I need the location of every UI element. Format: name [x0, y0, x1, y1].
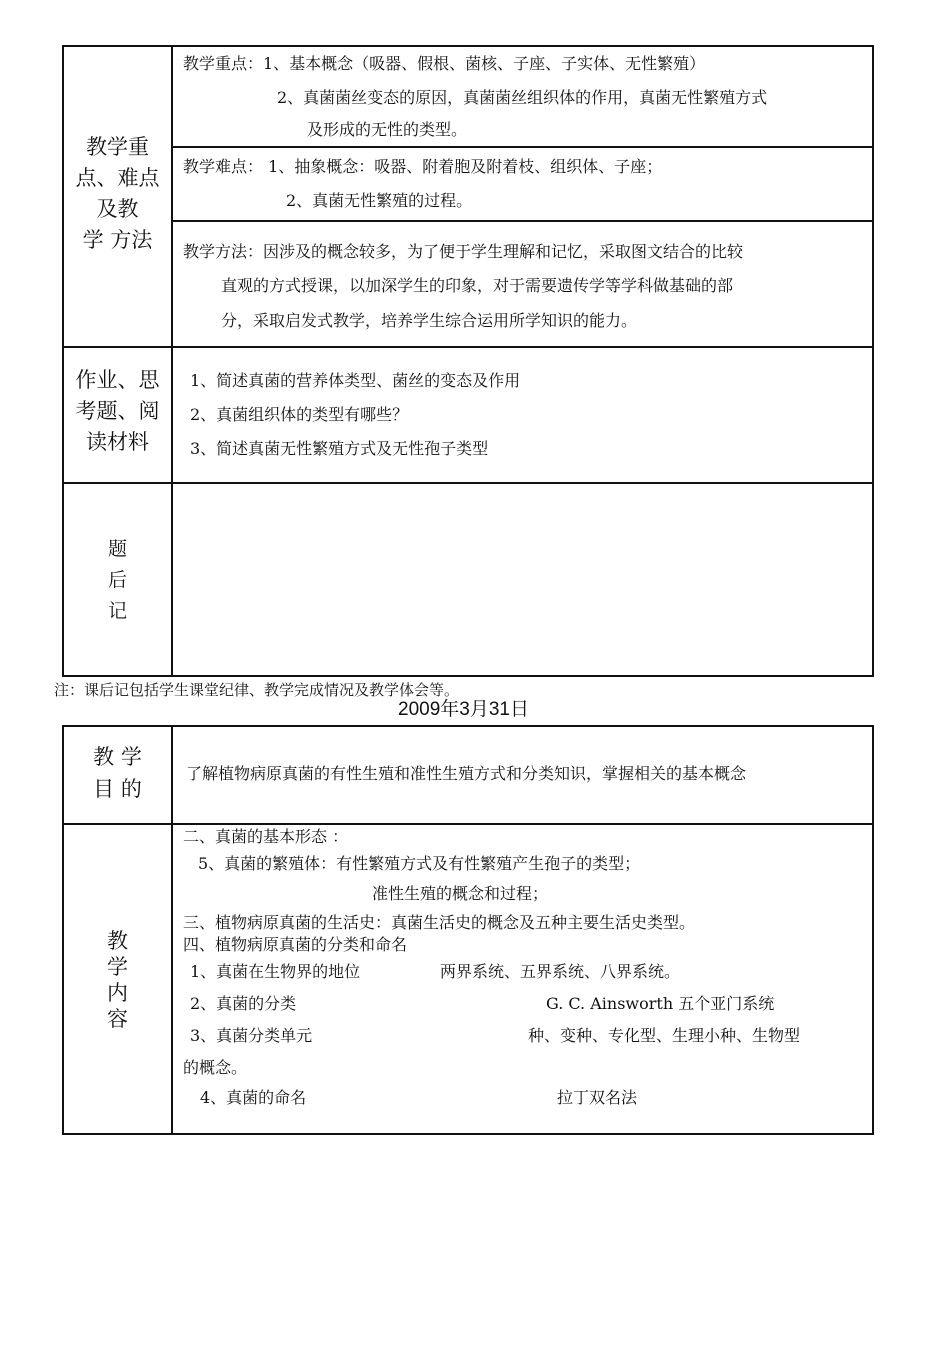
label-key-points: 教学重 点、难点 及教 学 方法	[75, 135, 160, 252]
content-line: 的概念。	[183, 1058, 248, 1077]
homework-item-2: 2、真菌组织体的类型有哪些？	[190, 405, 409, 424]
difficulties-line-1: 教学难点： 1、抽象概念：吸器、附着胞及附着枝、组织体、子座；	[183, 157, 663, 176]
content-line: G. C. Ainsworth 五个亚门系统	[546, 994, 775, 1013]
table-1-column-divider	[171, 45, 173, 677]
methods-line-3: 分，采取启发式教学，培养学生综合运用所学知识的能力。	[221, 311, 638, 330]
content-line: 1、真菌在生物界的地位	[190, 962, 361, 981]
difficulties-line-2: 2、真菌无性繁殖的过程。	[286, 191, 473, 210]
key-points-line-1: 教学重点：1、基本概念（吸器、假根、菌核、子座、子实体、无性繁殖）	[183, 54, 706, 73]
content-line: 种、变种、专化型、生理小种、生物型	[528, 1026, 801, 1045]
table-1	[62, 45, 874, 677]
divider	[62, 482, 874, 484]
content-line: 3、真菌分类单元	[190, 1026, 313, 1045]
label-content: 教 学 内 容	[107, 929, 128, 1031]
content-line: 三、植物病原真菌的生活史：真菌生活史的概念及五种主要生活史类型。	[183, 913, 696, 932]
content-line: 四、植物病原真菌的分类和命名	[183, 935, 408, 954]
key-points-line-2: 2、真菌菌丝变态的原因，真菌菌丝组织体的作用，真菌无性繁殖方式	[277, 88, 768, 107]
content-line: 两界系统、五界系统、八界系统。	[440, 962, 681, 981]
methods-line-1: 教学方法：因涉及的概念较多，为了便于学生理解和记忆，采取图文结合的比较	[183, 242, 744, 261]
purpose-text: 了解植物病原真菌的有性生殖和准性生殖方式和分类知识，掌握相关的基本概念	[186, 764, 747, 783]
note: 注：课后记包括学生课堂纪律、教学完成情况及教学体会等。	[54, 681, 460, 699]
divider	[62, 823, 874, 825]
label-homework: 作业、思 考题、阅 读材料	[75, 368, 160, 454]
homework-item-1: 1、简述真菌的营养体类型、菌丝的变态及作用	[190, 371, 521, 390]
content-line: 二、真菌的基本形态 ：	[183, 827, 349, 846]
divider	[171, 220, 874, 222]
label-purpose: 教 学 目 的	[93, 745, 142, 801]
content-line: 4、真菌的命名	[200, 1088, 307, 1107]
date: 2009年3月31日	[398, 699, 529, 720]
divider	[62, 346, 874, 348]
content-line: 5、真菌的繁殖体：有性繁殖方式及有性繁殖产生孢子的类型；	[198, 854, 641, 873]
homework-item-3: 3、简述真菌无性繁殖方式及无性孢子类型	[190, 439, 489, 458]
key-points-line-3: 及形成的无性的类型。	[307, 120, 468, 139]
methods-line-2: 直观的方式授课，以加深学生的印象，对于需要遗传学等学科做基础的部	[221, 276, 734, 295]
content-line: 拉丁双名法	[557, 1088, 638, 1107]
divider	[171, 146, 874, 148]
content-line: 准性生殖的概念和过程；	[372, 884, 549, 903]
content-line: 2、真菌的分类	[190, 994, 297, 1013]
table-2-column-divider	[171, 725, 173, 1135]
label-afterword: 题 后 记	[107, 538, 127, 622]
